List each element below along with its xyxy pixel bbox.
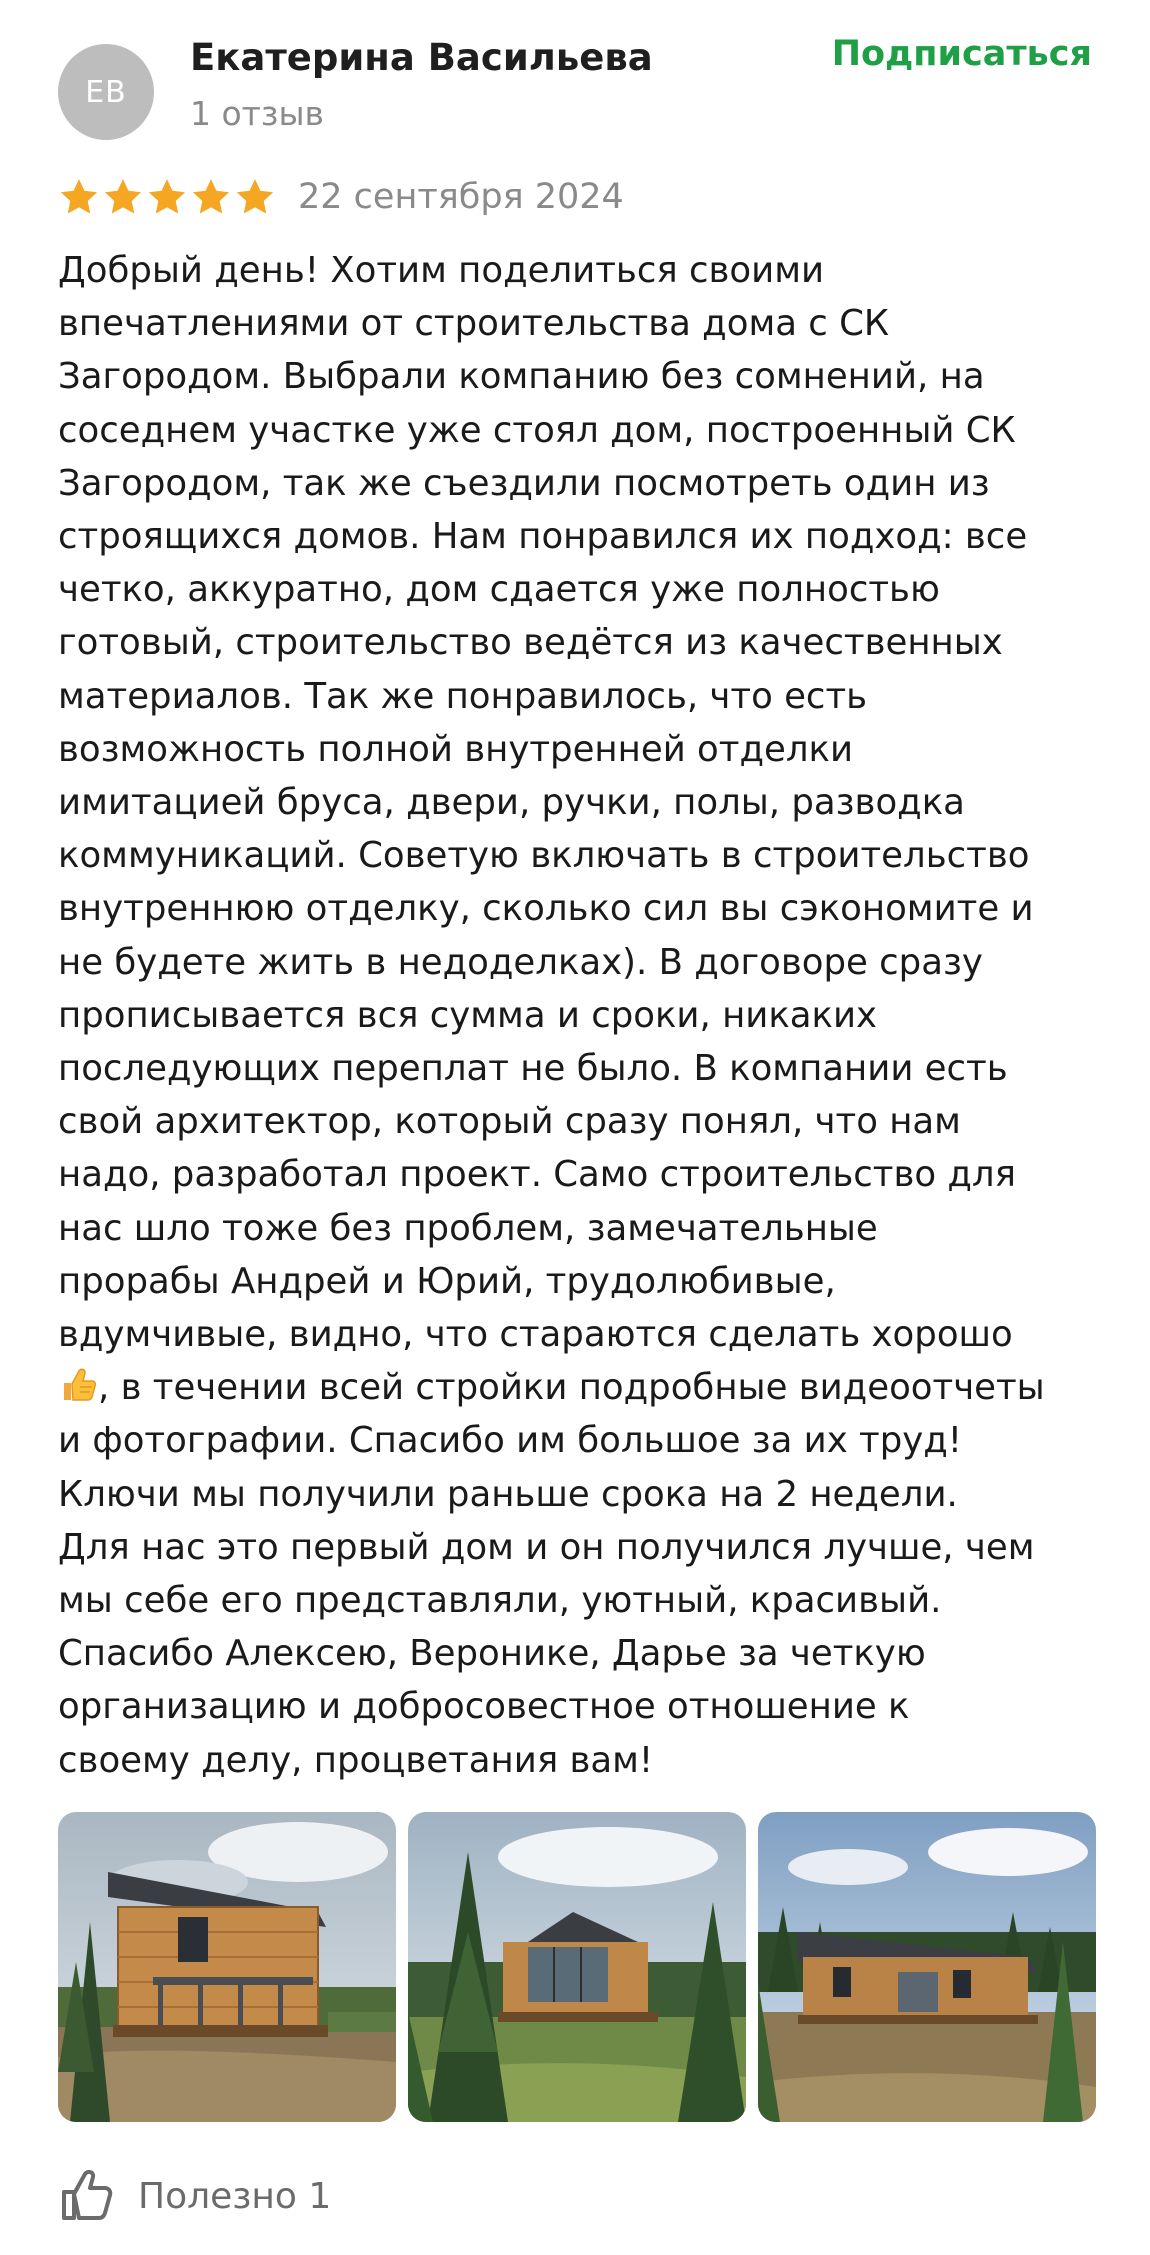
house-glass-facade-image [408, 1812, 746, 2122]
helpful-button[interactable] [58, 2166, 331, 2226]
photo-gallery [58, 1812, 1096, 2122]
author-review-count: 1 отзыв [190, 94, 324, 133]
helpful-count: 1 [308, 2175, 332, 2217]
avatar-initials: ЕВ [85, 74, 127, 110]
review-photo-1[interactable] [58, 1812, 396, 2122]
review-photo-2[interactable] [408, 1812, 746, 2122]
helpful-text: Полезно [138, 2175, 297, 2217]
star-rating [58, 176, 276, 218]
subscribe-button[interactable]: Подписаться [831, 34, 1092, 74]
review-text-part-1: Добрый день! Хотим поделиться своими впечатлениями от строительства дома с СК Загородом. Выбрали компанию без сомнений, на соседнем участке уже стоял дом, построенный СК Загородом, так же съездили посмотреть один из строящихся домов. Нам понравился их подход: все четко, аккуратно, дом сдается уже полностью готовый, строительство ведётся из качественных материалов. Так же понравилось, что есть возможность полной внутренней отделки имитацией бруса, двери, ручки, полы, разводка коммуникаций. Советую включать в строительство внутреннюю отделку, сколько сил вы сэкономите и не будете жить в недоделках). В договоре сразу прописывается вся сумма и сроки, никаких последующих переплат не было. В компании есть свой архитектор, который сразу понял, что нам надо, разработал проект. Само строительство для нас шло тоже без проблем, замечательные прорабы Андрей и Юрий, трудолюбивые, вдумчивые, видно, что стараются сделать хорошо [58, 250, 1034, 1356]
house-veranda-image [58, 1812, 396, 2122]
star-icon [234, 176, 276, 218]
star-icon [102, 176, 144, 218]
star-icon [58, 176, 100, 218]
review-text-part-2: , в течении всей стройки подробные видеоотчеты и фотографии. Спасибо им большое за их труд! Ключи мы получили раньше срока на 2 недели. Для нас это первый дом и он получился лучше, чем мы себе его представляли, уютный, красивый. Спасибо Алексею, Веронике, Дарье за четкую организацию и добросовестное отношение к своему делу, процветания вам! [58, 1367, 1045, 1781]
helpful-label [138, 2176, 331, 2217]
review-photo-3[interactable] [758, 1812, 1096, 2122]
thumbs-up-emoji-icon [58, 1365, 98, 1405]
avatar[interactable] [58, 44, 154, 140]
review-text [58, 244, 1098, 1787]
star-icon [146, 176, 188, 218]
author-name[interactable]: Екатерина Васильева [190, 36, 653, 79]
review-date: 22 сентября 2024 [298, 177, 624, 217]
rating-row [58, 176, 624, 218]
thumbs-up-outline-icon [58, 2166, 118, 2226]
star-icon [190, 176, 232, 218]
house-cleared-lot-image [758, 1812, 1096, 2122]
